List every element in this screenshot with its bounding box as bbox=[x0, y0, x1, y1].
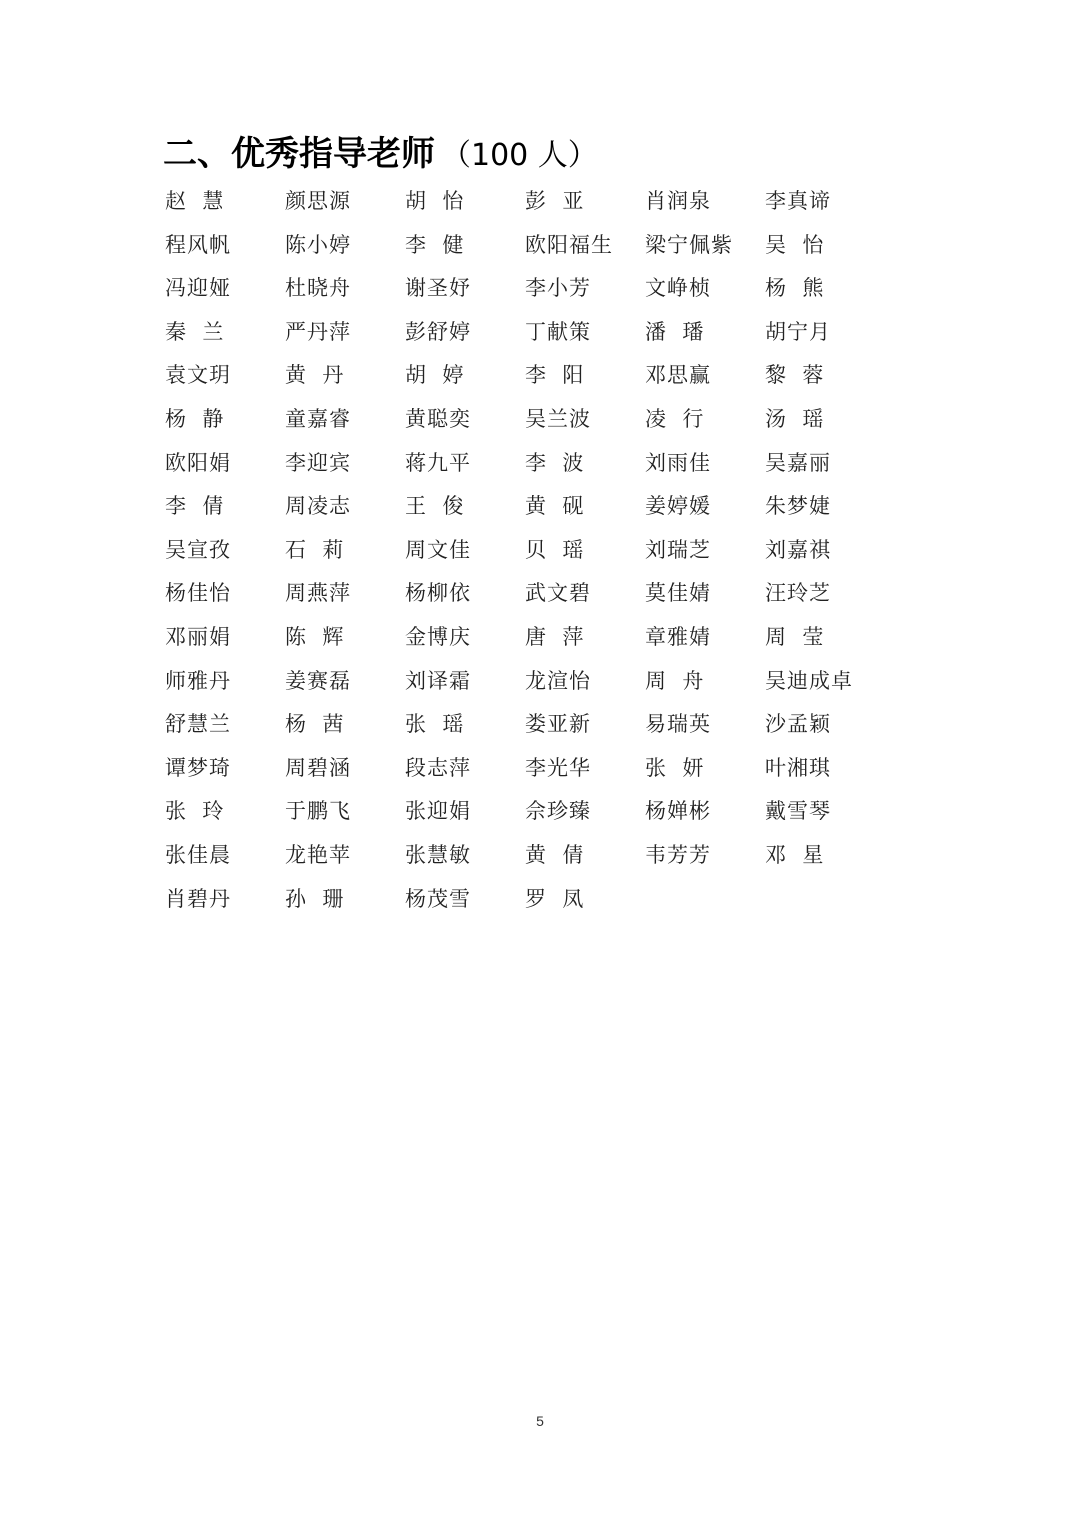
teacher-name: 李 倩 bbox=[165, 494, 225, 519]
teacher-name: 朱梦婕 bbox=[765, 494, 831, 519]
teacher-name: 石 莉 bbox=[285, 537, 345, 562]
teacher-name: 秦 兰 bbox=[165, 319, 225, 344]
teacher-name: 莫佳婧 bbox=[645, 581, 711, 606]
teacher-name: 章雅婧 bbox=[645, 624, 711, 649]
teacher-name: 黄 砚 bbox=[525, 494, 585, 519]
teacher-name: 佘珍臻 bbox=[525, 799, 591, 824]
teacher-name: 师雅丹 bbox=[165, 668, 231, 693]
teacher-name: 孙 珊 bbox=[285, 886, 345, 911]
section-heading bbox=[163, 132, 598, 178]
teacher-name: 黎 蓉 bbox=[765, 363, 825, 388]
teacher-name: 周燕萍 bbox=[285, 581, 351, 606]
teacher-name: 肖碧丹 bbox=[165, 886, 231, 911]
teacher-name: 叶湘琪 bbox=[765, 755, 831, 780]
teacher-name: 汤 瑶 bbox=[765, 406, 825, 431]
teacher-name: 周碧涵 bbox=[285, 755, 351, 780]
teacher-name: 张 玲 bbox=[165, 799, 225, 824]
teacher-name: 周凌志 bbox=[285, 494, 351, 519]
teacher-name: 于鹏飞 bbox=[285, 799, 351, 824]
teacher-name: 龙艳苹 bbox=[285, 842, 351, 867]
teacher-name: 杨 静 bbox=[165, 406, 225, 431]
teacher-name: 黄 丹 bbox=[285, 363, 345, 388]
teacher-name: 邓丽娟 bbox=[165, 624, 231, 649]
teacher-name: 张慧敏 bbox=[405, 842, 471, 867]
teacher-name: 潘 璠 bbox=[645, 319, 705, 344]
teacher-name: 韦芳芳 bbox=[645, 842, 711, 867]
teacher-name: 刘译霜 bbox=[405, 668, 471, 693]
teacher-name: 周 舟 bbox=[645, 668, 705, 693]
teacher-name: 文峥桢 bbox=[645, 276, 711, 301]
teacher-name: 袁文玥 bbox=[165, 363, 231, 388]
teacher-name: 丁献策 bbox=[525, 319, 591, 344]
teacher-name: 谢圣妤 bbox=[405, 276, 471, 301]
teacher-name: 李真谛 bbox=[765, 189, 831, 213]
teacher-name: 肖润泉 bbox=[645, 189, 711, 213]
teacher-name: 刘嘉祺 bbox=[765, 537, 831, 562]
teacher-name: 杜晓舟 bbox=[285, 276, 351, 301]
teacher-name: 段志萍 bbox=[405, 755, 471, 780]
teacher-name: 杨茂雪 bbox=[405, 886, 471, 911]
teacher-name: 唐 萍 bbox=[525, 624, 585, 649]
teacher-name: 程风帆 bbox=[165, 232, 231, 257]
teacher-name: 陈小婷 bbox=[285, 232, 351, 257]
teacher-name: 严丹萍 bbox=[285, 319, 351, 344]
teacher-name: 吴迪成卓 bbox=[765, 668, 853, 693]
teacher-name: 赵 慧 bbox=[165, 189, 225, 213]
teacher-name: 吴 怡 bbox=[765, 232, 825, 257]
teacher-name: 沙孟颖 bbox=[765, 712, 831, 737]
teacher-name: 武文碧 bbox=[525, 581, 591, 606]
teacher-name: 吴嘉丽 bbox=[765, 450, 831, 475]
teacher-name: 娄亚新 bbox=[525, 712, 591, 737]
heading-title: 二、优秀指导老师 bbox=[163, 134, 435, 174]
teacher-name: 黄 倩 bbox=[525, 842, 585, 867]
teacher-name: 杨佳怡 bbox=[165, 581, 231, 606]
teacher-name: 邓 星 bbox=[765, 842, 825, 867]
teacher-name: 蒋九平 bbox=[405, 450, 471, 475]
teacher-name: 易瑞英 bbox=[645, 712, 711, 737]
teacher-name: 姜婷媛 bbox=[645, 494, 711, 519]
teacher-name: 吴宣孜 bbox=[165, 537, 231, 562]
teacher-name: 刘雨佳 bbox=[645, 450, 711, 475]
teacher-name: 李小芳 bbox=[525, 276, 591, 301]
teacher-name: 汪玲芝 bbox=[765, 581, 831, 606]
teacher-name: 谭梦琦 bbox=[165, 755, 231, 780]
teacher-name: 杨 熊 bbox=[765, 276, 825, 301]
name-grid bbox=[165, 180, 905, 921]
teacher-name: 李 波 bbox=[525, 450, 585, 475]
teacher-name: 贝 瑶 bbox=[525, 537, 585, 562]
teacher-name: 彭舒婷 bbox=[405, 319, 471, 344]
heading-count: （100 人） bbox=[441, 138, 598, 173]
teacher-name: 欧阳娟 bbox=[165, 450, 231, 475]
teacher-name: 张迎娟 bbox=[405, 799, 471, 824]
teacher-name: 杨柳依 bbox=[405, 581, 471, 606]
teacher-name: 梁宁佩紫 bbox=[645, 232, 733, 257]
teacher-name: 李光华 bbox=[525, 755, 591, 780]
teacher-name: 杨婵彬 bbox=[645, 799, 711, 824]
teacher-name: 李 阳 bbox=[525, 363, 585, 388]
teacher-name: 王 俊 bbox=[405, 494, 465, 519]
teacher-name: 罗 凤 bbox=[525, 886, 585, 911]
teacher-name: 龙渲怡 bbox=[525, 668, 591, 693]
teacher-name: 李 健 bbox=[405, 232, 465, 257]
teacher-name: 邓思赢 bbox=[645, 363, 711, 388]
teacher-name: 冯迎娅 bbox=[165, 276, 231, 301]
page-number: 5 bbox=[536, 1413, 544, 1429]
teacher-name: 金博庆 bbox=[405, 624, 471, 649]
teacher-name: 张佳晨 bbox=[165, 842, 231, 867]
teacher-name: 黄聪奕 bbox=[405, 406, 471, 431]
teacher-name: 刘瑞芝 bbox=[645, 537, 711, 562]
teacher-name: 欧阳福生 bbox=[525, 232, 613, 257]
teacher-name: 胡宁月 bbox=[765, 319, 831, 344]
teacher-name: 周文佳 bbox=[405, 537, 471, 562]
teacher-name: 姜赛磊 bbox=[285, 668, 351, 693]
teacher-name: 周 莹 bbox=[765, 624, 825, 649]
teacher-name: 陈 辉 bbox=[285, 624, 345, 649]
teacher-name: 童嘉睿 bbox=[285, 406, 351, 431]
teacher-name: 杨 茜 bbox=[285, 712, 345, 737]
teacher-name: 彭 亚 bbox=[525, 189, 585, 213]
teacher-name: 李迎宾 bbox=[285, 450, 351, 475]
teacher-name: 张 妍 bbox=[645, 755, 705, 780]
teacher-name: 张 瑶 bbox=[405, 712, 465, 737]
teacher-name: 吴兰波 bbox=[525, 406, 591, 431]
teacher-name: 胡 怡 bbox=[405, 189, 465, 213]
teacher-name: 胡 婷 bbox=[405, 363, 465, 388]
teacher-name: 凌 行 bbox=[645, 406, 705, 431]
teacher-name: 颜思源 bbox=[285, 189, 351, 213]
teacher-name: 戴雪琴 bbox=[765, 799, 831, 824]
teacher-name: 舒慧兰 bbox=[165, 712, 231, 737]
